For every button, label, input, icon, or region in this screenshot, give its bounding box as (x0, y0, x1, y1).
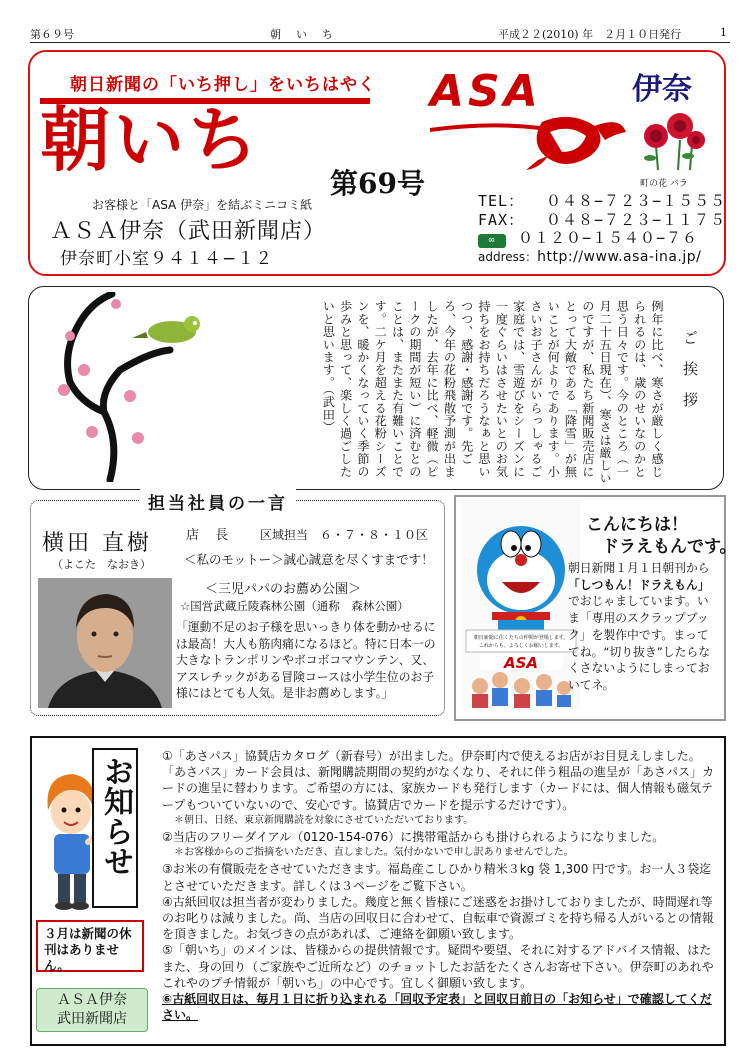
doraemon-text (568, 560, 718, 694)
svg-text:これからも、よろしくお願いします。: これからも、よろしくお願いします。 (478, 643, 564, 649)
shop-name: ＡＳＡ伊奈（武田新聞店） (50, 219, 327, 244)
fax-label: FAX： (478, 210, 525, 229)
doraemon-poster-icon (462, 500, 580, 710)
svg-text:朝日新聞に住くたちの仲間が登場します。: 朝日新聞に住くたちの仲間が登場します。 (473, 635, 569, 641)
notice-item: ①「あさパス」協賛店カタログ（新春号）が出ました。伊奈町内で使えるお店がお目見えしました。「あさパス」カード会員は、新聞購読期間の契約がなくなり、それに伴う粗品の進呈が「あさパス」カードの進呈に替わります。ご希望の方には、家族カードも発行します（カードには、個人情報も磁気テープもついていないので、安心です。協賛店でカードを提示するだけです）。 (162, 749, 715, 812)
holiday-note: ３月は新聞の休刊はありません。 (36, 920, 144, 972)
park-text: 「運動不足のお子様を思いっきり体を動かせるには最高！大人も筋肉痛になるほど。特に日本一の大きなトランポリンやボコボコマウンテン、又、アスレチックがある冒険コースは小学生位のお子様にはとても人気。是非お薦めします。」 (176, 620, 436, 700)
free-dial-number[interactable]: ０１２０−１５４０−７６ (518, 229, 699, 247)
rose-icon (636, 106, 708, 170)
issue-line (30, 22, 730, 44)
doraemon-column-name: 「しつもん！ドラえもん」 (568, 577, 710, 592)
notice-item-important: ⑥古紙回収日は、毎月１日に折り込まれる「回収予定表」と回収日前日の「お知らせ」で確認してください。 (162, 992, 712, 1023)
issue-number: 第６９号 (30, 28, 74, 41)
bird-logo-icon (430, 112, 630, 176)
tel-number[interactable]: ０４８−７２３−１５５５ (546, 192, 727, 210)
area-name: 伊奈 (632, 72, 692, 107)
svg-text:ASA: ASA (503, 654, 539, 672)
paper-name: 朝 い ち (270, 28, 335, 41)
notice-footnote: ＊朝日、日経、東京新聞購読を対象にさせていただいております。 (174, 814, 474, 826)
shop-badge: ＡＳＡ伊奈 武田新聞店 (36, 988, 148, 1032)
staff-title: 担当社員の一言 (140, 489, 296, 514)
page-number: 1 (720, 26, 727, 39)
notice-item: ③お米の有償販売をさせていただきます。福島産こしひかり精米３kg 袋 1,300 円です。お一人３袋迄とさせていただきます。詳しくは３ページをご覧下さい。 (162, 862, 712, 893)
flower-caption: 町の花 バラ (640, 179, 688, 189)
staff-photo (38, 578, 172, 708)
staff-reading: （よこた なおき） (52, 558, 151, 571)
divider (30, 42, 730, 43)
notice-item: ②当店のフリーダイアル（0120-154-076）に携帯電話からも掛けられるようになりました。 (162, 830, 665, 845)
issue-date: 平成２２(2010) 年 ２月１０日発行 (498, 28, 682, 41)
doraemon-text-1: 朝日新聞１月１日朝刊から (568, 561, 710, 575)
doraemon-text-2: でおじゃましています。いま「専用のスクラップブック」を製作中です。まっててね。“切り抜き”したらなくさないようにしまっておいてネ。 (568, 594, 710, 692)
notice-item: ⑤「朝いち」のメインは、皆様からの提供情報です。疑問や要望、それに対するアドバイス情報、はたまた、身の回り（ご家族やご近所など）のチョットしたお話をたくさんお寄せ下さい。伊奈町のあれやこれやのプチ情報が「朝いち」の中心です。宜しく御願い致します。 (162, 943, 714, 990)
greeting-title: ご挨拶 (681, 330, 699, 423)
web-url[interactable]: http://www.asa-ina.jp/ (537, 249, 702, 265)
issue-badge: 第69号 (330, 167, 425, 200)
masthead-title: 朝いち (40, 98, 262, 181)
notice-title-text: お知らせ (98, 756, 133, 876)
notice-title (92, 748, 138, 908)
shop-address: 伊奈町小室９４１４−１２ (60, 249, 274, 269)
park-heading: ＜三児パパのお薦め公園＞ (205, 582, 362, 597)
greeting-body: 例年に比べ、寒さが厳しく感じられるのは、歳のせいなのかと思う日々です。今のところ（一月二十五日現在）、寒さは厳しいのですが、私たち新聞販売店にとって大敵である「降雪」が無いことが何よりであります。小さいお子さんがいらっしゃるご家庭では、雪遊びをシーズンに一度ぐらいはさせたいとのお気持ちをお持ちだろうなぁと思いつつ、感謝・感謝です。先ごろ、今年の花粉飛散予測が出ましたが、去年に比べ、軽微（ピークの期間が短い）に済むとのことは、またまた有難いことです。二ケ月を超える花粉シーズンを、暖かくなっていく季節の歩みと思って、楽しく過ごしたいと思います。（武田） (321, 300, 664, 485)
staff-motto: ＜私のモットー＞誠心誠意を尽くすまです！ (184, 552, 434, 567)
fax-number: ０４８−７２３−１１７５ (546, 210, 727, 229)
free-dial-icon: ∞ (478, 234, 506, 248)
doraemon-title: ドラえもんです。 (602, 537, 737, 557)
staff-area: 区域担当 ６・７・８・１０区 (260, 528, 429, 542)
web-label: address： (478, 250, 538, 264)
tel-label: TEL： (478, 192, 525, 210)
masthead-subtitle: お客様と「ASA 伊奈」を結ぶミニコミ紙 (92, 198, 313, 212)
notice-footnote: ＊お客様からのご指摘をいただき、直しました。気付かないで申し訳ありませんでした。 (174, 847, 574, 859)
plum-bird-icon (40, 292, 225, 482)
staff-name: 横田 直樹 (42, 531, 152, 556)
park-name: ☆国営武蔵丘陵森林公園（通称 森林公園） (180, 599, 409, 613)
notice-list (162, 748, 718, 1023)
doraemon-greeting: こんにちは！ (586, 515, 688, 535)
staff-role: 店 長 (186, 528, 235, 543)
masthead-tagline: 朝日新聞の「いち押し」をいちはやく (70, 75, 376, 95)
website (478, 248, 701, 265)
notice-item: ④古紙回収は担当者が変わりました。幾度と無く皆様にご迷惑をお掛けしておりましたが、時間遅れ等のお叱りは減りました。尚、当店の回収日に合わせて、自転車で資源ゴミを持ち帰る人がいるとの情報を頂きました。お気づきの点があれば、ご連絡を御願い致します。 (162, 894, 714, 942)
contact-block (478, 192, 726, 248)
asa-logo: ASA (430, 66, 542, 117)
